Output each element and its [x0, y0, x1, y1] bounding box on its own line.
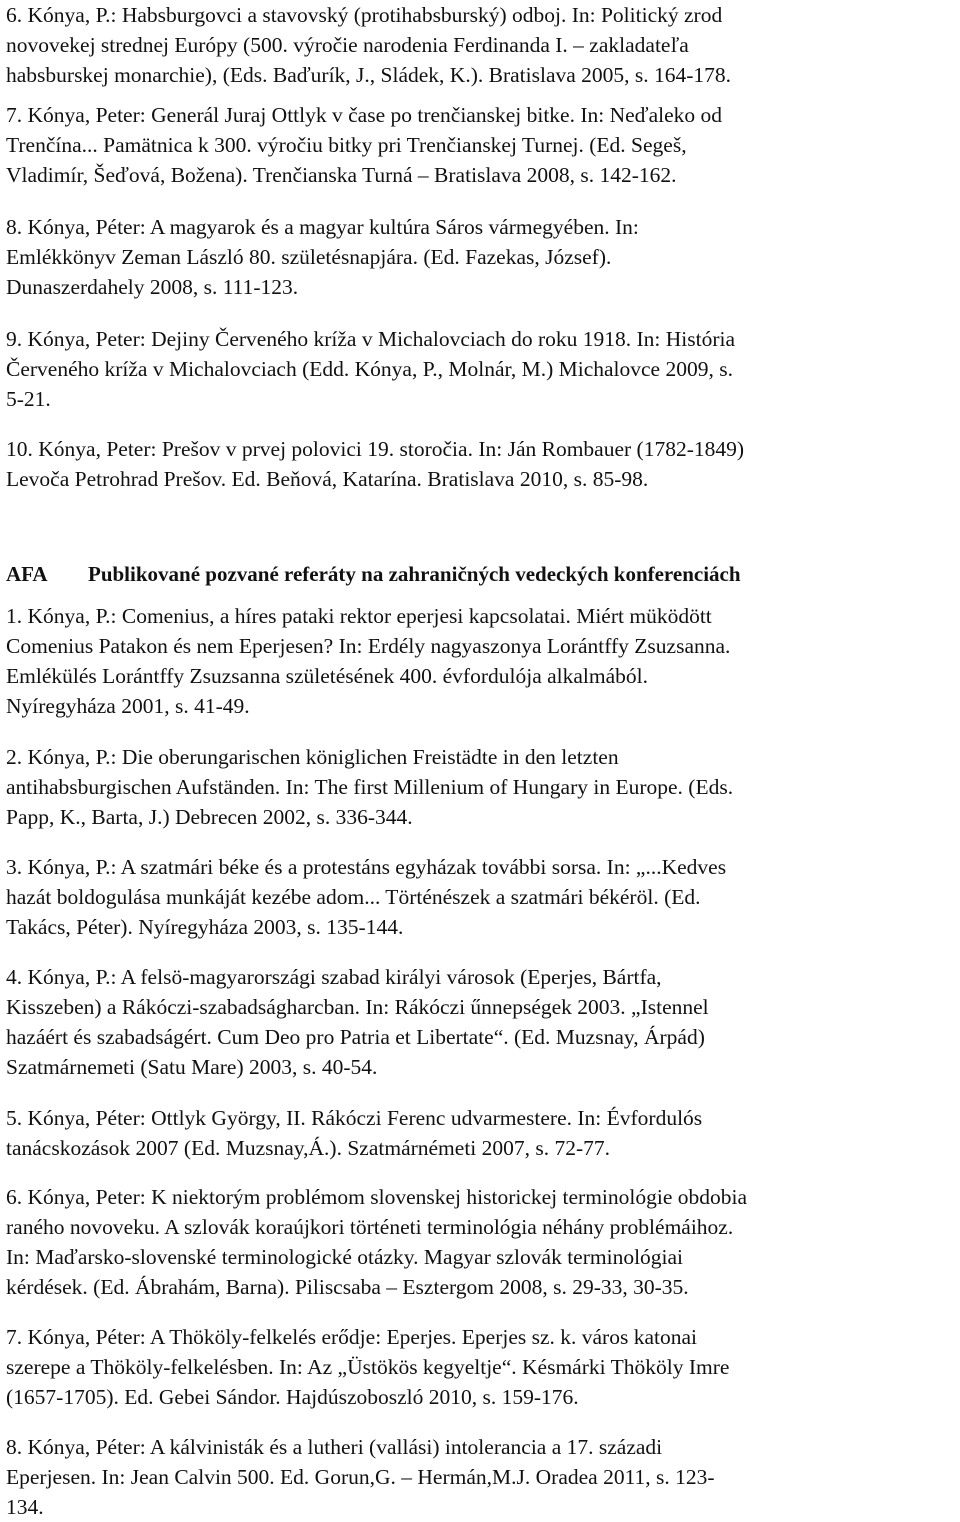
entry-line: Szatmárnemeti (Satu Mare) 2003, s. 40-54.: [6, 1055, 378, 1079]
entry-line: Comenius Patakon és nem Eperjesen? In: Erdély nagyaszonya Lorántffy Zsuzsanna.: [6, 634, 731, 658]
entry-line: 6. Kónya, P.: Habsburgovci a stavovský (protihabsburský) odboj. In: Politický zrod: [6, 3, 723, 27]
entry-line: Emlékkönyv Zeman László 80. születésnapjára. (Ed. Fazekas, József).: [6, 245, 612, 269]
afa-entry-3: [6, 852, 726, 942]
entry-6: [6, 0, 731, 90]
afa-entry-5: [6, 1103, 702, 1163]
entry-line: Červeného kríža v Michalovciach (Edd. Kónya, P., Molnár, M.) Michalovce 2009, s.: [6, 357, 733, 381]
afa-entry-6: [6, 1182, 747, 1302]
entry-line: Papp, K., Barta, J.) Debrecen 2002, s. 336-344.: [6, 805, 413, 829]
entry-7: [6, 100, 722, 190]
entry-line: novovekej strednej Európy (500. výročie narodenia Ferdinanda I. – zakladateľa: [6, 33, 689, 57]
afa-entry-7: [6, 1322, 729, 1412]
entry-line: 1. Kónya, P.: Comenius, a híres pataki rektor eperjesi kapcsolatai. Miért müködött: [6, 604, 712, 628]
entry-line: 5. Kónya, Péter: Ottlyk György, II. Rákóczi Ferenc udvarmestere. In: Évfordulós: [6, 1106, 703, 1130]
entry-8: [6, 212, 639, 302]
entry-line: Takács, Péter). Nyíregyháza 2003, s. 135-144.: [6, 915, 404, 939]
entry-line: Levoča Petrohrad Prešov. Ed. Beňová, Katarína. Bratislava 2010, s. 85-98.: [6, 467, 649, 491]
section-heading: [6, 559, 741, 589]
entry-line: hazát boldogulása munkáját kezébe adom... Történészek a szatmári békéröl. (Ed.: [6, 885, 701, 909]
entry-line: 2. Kónya, P.: Die oberungarischen königlichen Freistädte in den letzten: [6, 745, 619, 769]
entry-line: 134.: [6, 1495, 44, 1519]
entry-line: 4. Kónya, P.: A felsö-magyarországi szabad királyi városok (Eperjes, Bártfa,: [6, 965, 662, 989]
entry-9: [6, 324, 735, 414]
afa-entry-4: [6, 962, 709, 1082]
entry-line: antihabsburgischen Aufständen. In: The first Millenium of Hungary in Europe. (Eds.: [6, 775, 734, 799]
entry-line: habsburskej monarchie), (Eds. Baďurík, J., Sládek, K.). Bratislava 2005, s. 164-178.: [6, 63, 732, 87]
entry-line: 10. Kónya, Peter: Prešov v prvej polovici 19. storočia. In: Ján Rombauer (1782-1849): [6, 437, 745, 461]
entry-line: raného novoveku. A szlovák koraújkori történeti terminológia néhány problémáihoz.: [6, 1215, 734, 1239]
entry-line: Trenčína... Pamätnica k 300. výročiu bitky pri Trenčianskej Turnej. (Ed. Segeš,: [6, 133, 687, 157]
entry-line: Emlékülés Lorántffy Zsuzsanna születésének 400. évfordulója alkalmából.: [6, 664, 649, 688]
entry-line: szerepe a Thököly-felkelésben. In: Az „Üstökös kegyeltje“. Késmárki Thököly Imre: [6, 1355, 730, 1379]
entry-line: 9. Kónya, Peter: Dejiny Červeného kríža v Michalovciach do roku 1918. In: História: [6, 327, 736, 351]
afa-entry-8: [6, 1432, 715, 1522]
entry-line: 7. Kónya, Peter: Generál Juraj Ottlyk v čase po trenčianskej bitke. In: Neďaleko od: [6, 103, 723, 127]
entry-line: Eperjesen. In: Jean Calvin 500. Ed. Gorun,G. – Hermán,M.J. Oradea 2011, s. 123-: [6, 1465, 715, 1489]
entry-line: Vladimír, Šeďová, Božena). Trenčianska Turná – Bratislava 2008, s. 142-162.: [6, 163, 677, 187]
afa-entry-2: [6, 742, 733, 832]
entry-line: Nyíregyháza 2001, s. 41-49.: [6, 694, 250, 718]
section-code: AFA: [6, 562, 48, 586]
entry-line: 6. Kónya, Peter: K niektorým problémom slovenskej historickej terminológie obdobia: [6, 1185, 748, 1209]
entry-line: 8. Kónya, Péter: A kálvinisták és a lutheri (vallási) intolerancia a 17. századi: [6, 1435, 663, 1459]
entry-line: 8. Kónya, Péter: A magyarok és a magyar kultúra Sáros vármegyében. In:: [6, 215, 639, 239]
entry-line: Kisszeben) a Rákóczi-szabadságharcban. In: Rákóczi űnnepségek 2003. „Istennel: [6, 995, 709, 1019]
entry-line: 7. Kónya, Péter: A Thököly-felkelés erődje: Eperjes. Eperjes sz. k. város katonai: [6, 1325, 697, 1349]
entry-line: kérdések. (Ed. Ábrahám, Barna). Piliscsaba – Esztergom 2008, s. 29-33, 30-35.: [6, 1275, 689, 1299]
afa-entry-1: [6, 601, 730, 721]
entry-line: (1657-1705). Ed. Gebei Sándor. Hajdúszoboszló 2010, s. 159-176.: [6, 1385, 579, 1409]
entry-line: tanácskozások 2007 (Ed. Muzsnay,Á.). Szatmárnémeti 2007, s. 72-77.: [6, 1136, 611, 1160]
entry-10: [6, 434, 744, 494]
section-title: Publikované pozvané referáty na zahraničných vedeckých konferenciách: [88, 562, 741, 586]
entry-line: In: Maďarsko-slovenské terminologické otázky. Magyar szlovák terminológiai: [6, 1245, 684, 1269]
entry-line: Dunaszerdahely 2008, s. 111-123.: [6, 275, 299, 299]
entry-line: 5-21.: [6, 387, 51, 411]
entry-line: 3. Kónya, P.: A szatmári béke és a protestáns egyházak további sorsa. In: „...Kedves: [6, 855, 727, 879]
entry-line: hazáért és szabadságért. Cum Deo pro Patria et Libertate“. (Ed. Muzsnay, Árpád): [6, 1025, 705, 1049]
